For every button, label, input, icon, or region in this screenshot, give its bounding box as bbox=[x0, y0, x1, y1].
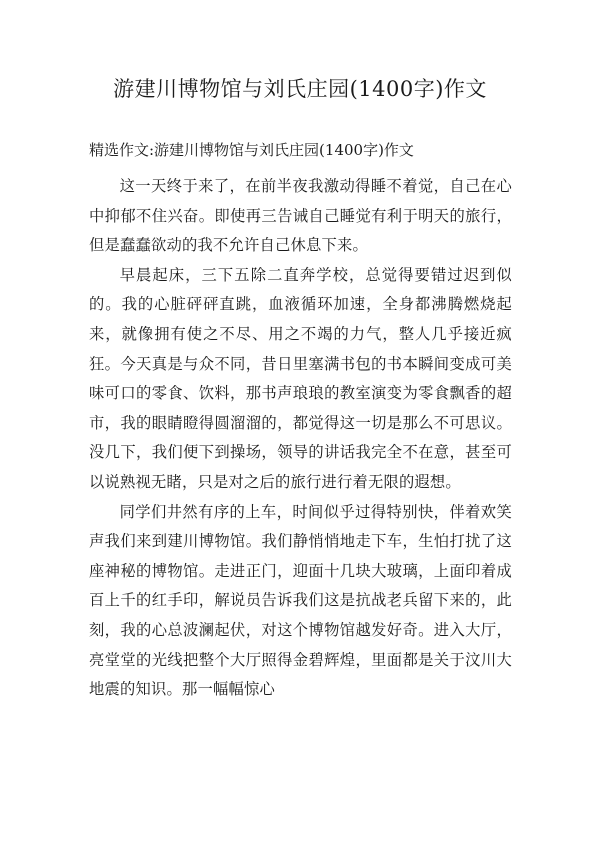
paragraph-2: 早晨起床，三下五除二直奔学校，总觉得要错过迟到似的。我的心脏砰砰直跳，血液循环加速，全身都沸腾燃烧起来，就像拥有使之不尽、用之不竭的力气，整人几乎接近疯狂。今天真是与众不同，昔日里塞满书包的书本瞬间变成可美味可口的零食、饮料，那书声琅琅的教室演变为零食飘香的超市，我的眼睛瞪得圆溜溜的，都觉得这一切是那么不可思议。没几下，我们便下到操场，领导的讲话我完全不在意，甚至可以说熟视无睹，只是对之后的旅行进行着无限的遐想。 bbox=[89, 265, 512, 491]
page-title: 游建川博物馆与刘氏庄园(1400字)作文 bbox=[113, 77, 487, 101]
document-subtitle: 精选作文:游建川博物馆与刘氏庄园(1400字)作文 bbox=[89, 141, 414, 159]
paragraph-3: 同学们井然有序的上车，时间似乎过得特别快，伴着欢笑声我们来到建川博物馆。我们静悄悄地走下车，生怕打扰了这座神秘的博物馆。走进正门，迎面十几块大玻璃，上面印着成百上千的红手印，解说员告诉我们这是抗战老兵留下来的，此刻，我的心总波澜起伏，对这个博物馆越发好奇。进入大厅，亮堂堂的光线把整个大厅照得金碧辉煌，里面都是关于汶川大地震的知识。那一幅幅惊心 bbox=[89, 502, 512, 699]
paragraph-1: 这一天终于来了，在前半夜我激动得睡不着觉，自己在心中抑郁不住兴奋。即使再三告诫自己睡觉有利于明天的旅行，但是蠢蠢欲动的我不允许自己休息下来。 bbox=[89, 177, 512, 255]
article-body bbox=[89, 172, 512, 705]
